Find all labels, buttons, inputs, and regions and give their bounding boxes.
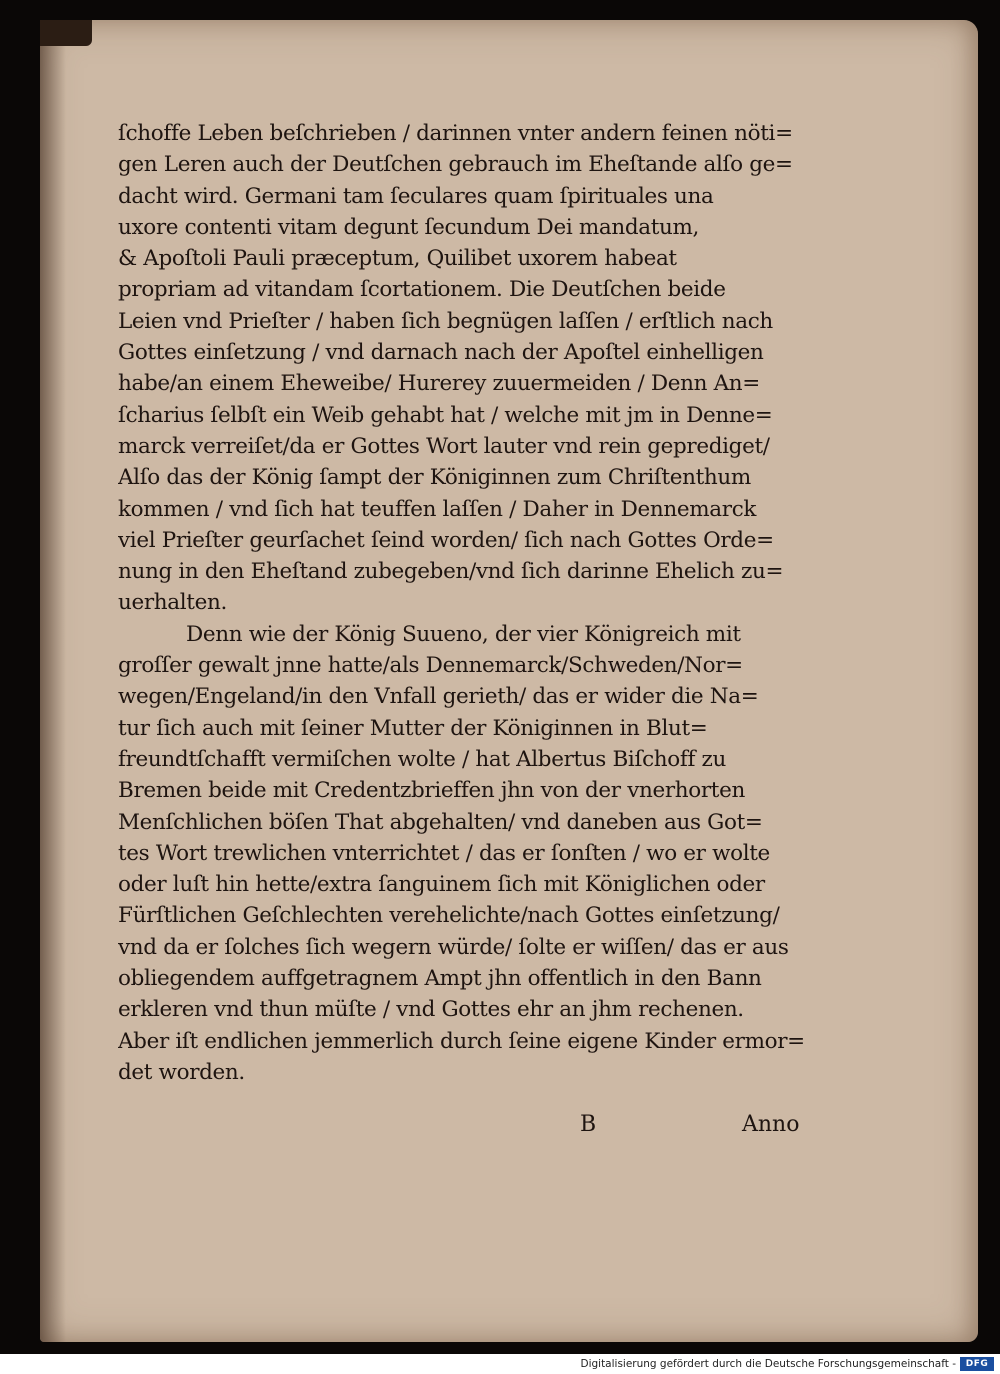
text-line: erkleren vnd thun müſte / vnd Gottes ehr an jhm rechenen.: [118, 997, 744, 1023]
text-line: Gottes einſetzung / vnd darnach nach der Apoſtel einhelligen: [118, 340, 764, 366]
text-line: Denn wie der König Suueno, der vier Königreich mit: [186, 621, 741, 647]
body-text: [118, 118, 818, 1088]
text-line: det worden.: [118, 1059, 245, 1085]
text-line: groſſer gewalt jnne hatte/als Dennemarck/Schweden/Nor=: [118, 653, 743, 679]
text-line: tur ſich auch mit ſeiner Mutter der Königinnen in Blut=: [118, 715, 708, 741]
text-line: habe/an einem Eheweibe/ Hurerey zuuermeiden / Denn An=: [118, 371, 760, 397]
text-line: Menſchlichen böſen That abgehalten/ vnd daneben aus Got=: [118, 809, 763, 835]
text-line: gen Leren auch der Deutſchen gebrauch im Eheſtande alſo ge=: [118, 152, 793, 178]
text-line: Leien vnd Prieſter / haben ſich begnügen laſſen / erſtlich nach: [118, 308, 773, 334]
signature-mark: B: [580, 1112, 597, 1137]
text-line: & Apoſtoli Pauli præceptum, Quilibet uxorem habeat: [118, 246, 677, 272]
page-corner-mark: [40, 20, 92, 46]
text-line: propriam ad vitandam ſcortationem. Die Deutſchen beide: [118, 277, 726, 303]
text-line: uerhalten.: [118, 590, 227, 616]
text-line: nung in den Eheſtand zubegeben/vnd ſich darinne Ehelich zu=: [118, 559, 784, 585]
text-line: obliegendem auffgetragnem Ampt jhn offentlich in den Bann: [118, 966, 762, 992]
credit-text: Digitalisierung gefördert durch die Deutsche Forschungsgemeinschaft -: [580, 1358, 956, 1370]
text-line: viel Prieſter geurſachet ſeind worden/ ſich nach Gottes Orde=: [118, 527, 774, 553]
text-line: oder luſt hin hette/extra ſanguinem ſich mit Königlichen oder: [118, 872, 765, 898]
text-line: Fürſtlichen Geſchlechten verehelichte/nach Gottes einſetzung/: [118, 903, 780, 929]
text-line: ſchoffe Leben beſchrieben / darinnen vnter andern feinen nöti=: [118, 121, 793, 146]
text-line: tes Wort trewlichen vnterrichtet / das er ſonſten / wo er wolte: [118, 840, 770, 866]
text-line: vnd da er ſolches ſich wegern würde/ ſolte er wiſſen/ das er aus: [118, 934, 789, 960]
page-edge-shadow: [40, 20, 66, 1342]
document-page: [40, 20, 978, 1342]
text-line: marck verreiſet/da er Gottes Wort lauter vnd rein geprediget/: [118, 433, 770, 459]
text-line: dacht wird. Germani tam ſeculares quam ſpirituales una: [118, 183, 714, 209]
text-line: ſcharius ſelbſt ein Weib gehabt hat / welche mit jm in Denne=: [118, 402, 773, 428]
text-line: uxore contenti vitam degunt ſecundum Dei mandatum,: [118, 214, 700, 240]
catchword: Anno: [742, 1112, 800, 1137]
text-line: Bremen beide mit Credentzbrieffen jhn von der vnerhorten: [118, 778, 745, 804]
credit-bar: [0, 1354, 1000, 1374]
text-line: freundtſchafft vermiſchen wolte / hat Albertus Biſchoff zu: [118, 746, 727, 772]
text-line: Aber iſt endlichen jemmerlich durch ſeine eigene Kinder ermor=: [118, 1028, 805, 1054]
text-line: wegen/Engeland/in den Vnfall gerieth/ das er wider die Na=: [118, 684, 759, 710]
text-line: kommen / vnd ſich hat teuffen laſſen / Daher in Dennemarck: [118, 496, 757, 522]
text-line: Alſo das der König ſampt der Königinnen zum Chriſtenthum: [118, 465, 751, 491]
dfg-logo: DFG: [960, 1357, 994, 1371]
